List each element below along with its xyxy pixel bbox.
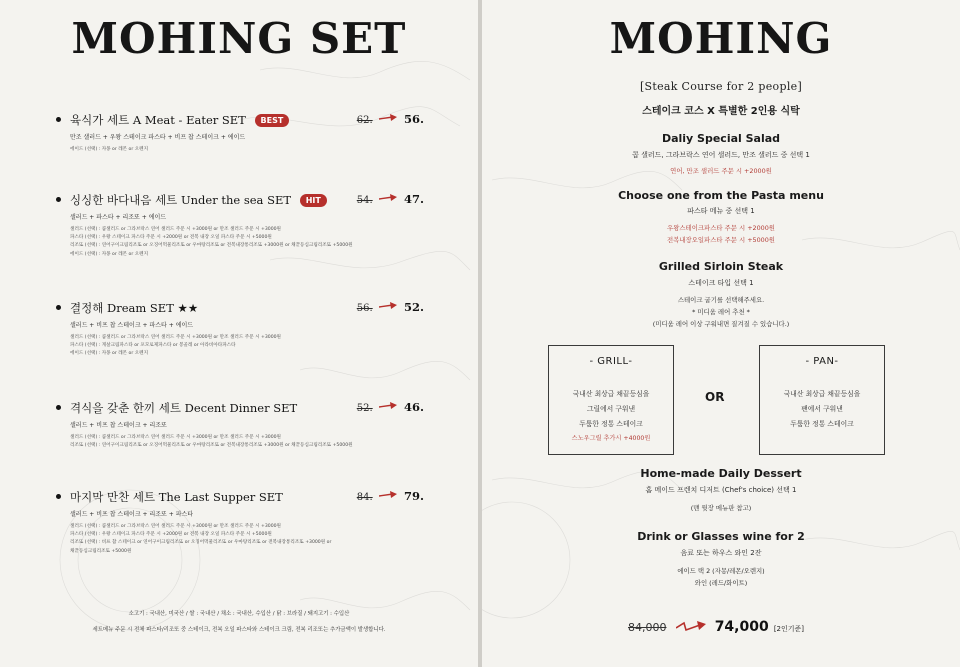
set-option-line: 파스타 (선택) : 우왕 스테이크 파스타 주문 시 +2000원 or 전복 내장 오일 파스타 주문 시 +5000원 <box>70 532 272 538</box>
set-option-line: 샐러드 (선택) : 콥샐러드 or 그라브락스 연어 샐러드 주문 시 +3000원 or 만조 샐러드 주문 시 +3000원 <box>70 227 281 232</box>
set-option-line: 리조또 (선택) : 비프 찹 스테이크 or 연어구이크림리조또 or 오징어먹물리조또 or 우마탕리조또 or 전복내장통리조또 +3000원 or <box>70 540 332 546</box>
set-name: 육식가 세트 A Meat - Eater SET <box>70 113 246 127</box>
bullet-dot-icon <box>56 494 61 499</box>
or-separator: OR <box>705 390 725 404</box>
pan-line: 팬에서 구워낸 <box>801 405 843 413</box>
set-item-last-supper <box>56 487 428 556</box>
pan-line: 두툼한 정통 스테이크 <box>790 420 854 428</box>
set-description: 샐러드 + 파스타 + 리조또 + 에이드 <box>70 214 167 221</box>
set-option-line: 에이드 (선택) : 자몽 or 레몬 or 오렌지 <box>70 147 149 152</box>
price-basis: [2인기준] <box>773 625 805 633</box>
set-item-meat-eater <box>56 110 428 154</box>
new-price: 47. <box>403 192 424 206</box>
new-price: 79. <box>403 489 424 503</box>
bullet-dot-icon <box>56 405 61 410</box>
set-menu-title: MOHING SET <box>71 14 407 63</box>
pasta-surcharge: 우왕스테이크파스타 주문 시 +2000원 <box>667 224 775 232</box>
steak-note: * 미디움 레어 추천 * <box>692 308 750 316</box>
bullet-dot-icon <box>56 117 61 122</box>
new-price: 52. <box>403 300 424 314</box>
drink-desc: 음료 또는 하우스 와인 2잔 <box>680 549 762 557</box>
old-price: 84,000 <box>628 621 667 634</box>
dessert-note: (맨 뒷장 메뉴판 참고) <box>690 504 752 512</box>
red-arrow-icon <box>676 620 706 632</box>
old-price: 84. <box>356 492 373 503</box>
course-subtitle-ko: 스테이크 코스 X 특별한 2인용 식탁 <box>642 106 800 117</box>
red-arrow-icon <box>379 114 397 122</box>
grill-title: - GRILL- <box>589 356 633 367</box>
set-description: 샐러드 + 비프 찹 스테이크 + 리조또 + 파스타 <box>70 511 194 518</box>
origin-info: 소고기 : 국내산, 미국산 / 쌀 : 국내산 / 채소 : 국내산, 수입산 / 닭 : 브라질 / 돼지고기 : 수입산 <box>128 611 350 617</box>
pan-title: - PAN- <box>805 356 839 367</box>
pasta-desc: 파스타 메뉴 중 선택 1 <box>687 207 755 215</box>
set-name: 마지막 만찬 세트 The Last Supper SET <box>70 490 283 504</box>
price <box>357 192 424 206</box>
pan-option-box <box>759 345 885 455</box>
price <box>357 112 424 126</box>
set-description: 샐러드 + 비프 찹 스테이크 + 리조또 <box>70 422 167 429</box>
drink-title: Drink or Glasses wine for 2 <box>637 530 805 543</box>
pasta-title: Choose one from the Pasta menu <box>618 189 824 202</box>
salad-title: Daliy Special Salad <box>661 132 781 145</box>
pan-line: 국내산 최상급 채끝등심을 <box>783 390 861 398</box>
red-arrow-icon <box>379 491 397 499</box>
old-price: 52. <box>356 403 373 414</box>
set-name: 결정해 Dream SET ★★ <box>70 301 199 315</box>
old-price: 56. <box>356 303 373 314</box>
pasta-surcharge: 전복내장오일파스타 주문 시 +5000원 <box>667 236 775 244</box>
right-menu-page <box>482 0 960 667</box>
course-subtitle: [Steak Course for 2 people] <box>639 80 803 93</box>
set-item-decent-dinner <box>56 398 428 450</box>
grill-line: 두툼한 정통 스테이크 <box>579 420 643 428</box>
surcharge-notice: 세트메뉴 주문 시 전체 파스타/리조또 중 스테이크, 전복 오일 파스타와 스테이크 크림, 전복 리조또는 추가금액이 발생합니다. <box>92 627 386 633</box>
set-name: 싱싱한 바다내음 세트 Under the sea SET <box>70 193 292 207</box>
red-arrow-icon <box>379 302 397 310</box>
grill-line: 그릴에서 구워낸 <box>586 405 636 413</box>
grill-option-box <box>548 345 674 455</box>
price <box>357 400 424 414</box>
set-option-line: 리조또 (선택) : 연어구이크림리조또 or 오징어먹물리조또 or 우마탕리조또 or 전복내장통리조또 +3000원 or 채끝등심크림리조또 +5000원 <box>70 243 353 249</box>
set-option-line: 리조또 (선택) : 연어구이크림리조또 or 오징어먹물리조또 or 우마탕리조또 or 전복내장통리조또 +3000원 or 채끝등심크림리조또 +5000원 <box>70 443 353 449</box>
set-option-line: 파스타 (선택) : 게살크림파스타 or 포모로제파스타 or 봉골레 or 아라비아타파스타 <box>70 343 236 349</box>
grill-line: 국내산 최상급 채끝등심을 <box>572 390 650 398</box>
old-price: 54. <box>356 195 373 206</box>
steak-note: (미디움 레어 이상 구워내면 질겨질 수 있습니다.) <box>652 320 790 328</box>
new-price: 46. <box>403 400 424 414</box>
set-option-line: 채끝등심크림리조또 +5000원 <box>70 548 132 554</box>
set-option-line: 에이드 (선택) : 자몽 or 레몬 or 오렌지 <box>70 251 149 257</box>
set-item-dream <box>56 298 428 359</box>
steak-note: 스테이크 굽기를 선택해주세요. <box>677 296 765 304</box>
set-option-line: 파스타 (선택) : 우왕 스테이크 파스타 주문 시 +2000원 or 전복 내장 오일 파스타 주문 시 +5000원 <box>70 235 272 241</box>
hit-badge: HIT <box>300 194 327 207</box>
set-description: 샐러드 + 비프 찹 스테이크 + 파스타 + 에이드 <box>70 322 194 329</box>
set-option-line: 샐러드 (선택) : 콥샐러드 or 그라브락스 연어 샐러드 주문 시 +3000원 or 만조 샐러드 주문 시 +3000원 <box>70 435 281 440</box>
set-option-line: 샐러드 (선택) : 콥샐러드 or 그라브락스 연어 샐러드 주문 시 +3000원 or 만조 샐러드 주문 시 +3000원 <box>70 524 281 529</box>
set-item-under-the-sea <box>56 190 428 259</box>
bullet-dot-icon <box>56 197 61 202</box>
salad-surcharge: 연어, 만조 샐러드 주문 시 +2000원 <box>670 167 772 175</box>
price <box>357 489 424 503</box>
dessert-title: Home-made Daily Dessert <box>640 467 802 480</box>
new-price: 74,000 <box>714 619 769 635</box>
course-price <box>628 616 804 635</box>
drink-note: 에이드 택 2 (자몽/레몬/오렌지) <box>677 567 765 575</box>
steak-desc: 스테이크 타입 선택 1 <box>688 279 754 287</box>
set-option-line: 에이드 (선택) : 자몽 or 레몬 or 오렌지 <box>70 351 149 357</box>
best-badge: BEST <box>255 114 290 127</box>
set-option-line: 샐러드 (선택) : 콥샐러드 or 그라브락스 연어 샐러드 주문 시 +3000원 or 만조 샐러드 주문 시 +3000원 <box>70 335 281 340</box>
bullet-dot-icon <box>56 305 61 310</box>
red-arrow-icon <box>379 402 397 410</box>
steak-title: Grilled Sirloin Steak <box>658 260 784 273</box>
new-price: 56. <box>403 112 424 126</box>
left-menu-page <box>0 0 478 667</box>
price <box>357 300 424 314</box>
set-name: 격식을 갖춘 한끼 세트 Decent Dinner SET <box>70 401 298 415</box>
red-arrow-icon <box>379 194 397 202</box>
drink-note: 와인 (레드/화이트) <box>694 579 748 587</box>
salad-desc: 콥 샐러드, 그라브락스 연어 샐러드, 만조 샐러드 중 선택 1 <box>632 151 810 159</box>
dessert-desc: 홈 메이드 프렌치 디저트 (Chef's choice) 선택 1 <box>645 486 797 494</box>
course-title: MOHING <box>609 14 833 63</box>
set-description: 만조 샐러드 + 우왕 스테이크 파스타 + 비프 찹 스테이크 + 에이드 <box>70 134 246 141</box>
grill-surcharge: 스노우그릴 추가시 +4000원 <box>571 435 651 442</box>
old-price: 62. <box>356 115 373 126</box>
